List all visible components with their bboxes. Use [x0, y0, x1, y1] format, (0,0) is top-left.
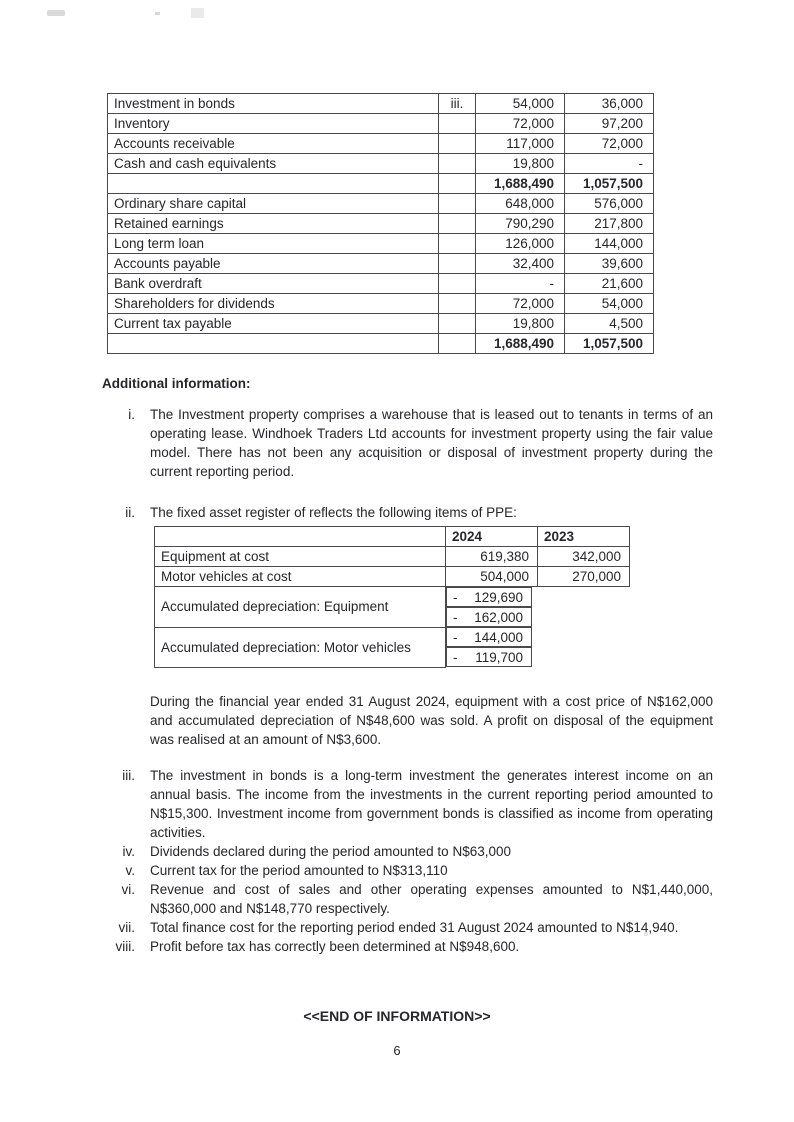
value-2023: 36,000: [565, 94, 654, 114]
value-2023: [446, 607, 532, 627]
additional-information-section: [102, 374, 713, 956]
value-2023: [446, 647, 532, 667]
row-ref: [439, 314, 476, 334]
value-2023: 217,800: [565, 214, 654, 234]
value-2024: 504,000: [446, 567, 538, 587]
item-numeral: i.: [128, 407, 135, 422]
financial-position-table: [107, 93, 654, 354]
value-2024: 117,000: [476, 134, 565, 154]
value-2024: [446, 627, 532, 647]
table-row: [108, 234, 654, 254]
row-label: [108, 334, 439, 354]
info-item-iv: [102, 842, 713, 861]
value-2024: 126,000: [476, 234, 565, 254]
value-2023: 342,000: [538, 547, 630, 567]
value-2024: 32,400: [476, 254, 565, 274]
row-label: Accumulated depreciation: Equipment: [155, 587, 446, 628]
table-row: [108, 254, 654, 274]
value-2023: 21,600: [565, 274, 654, 294]
item-text: Profit before tax has correctly been determined at N$948,600.: [150, 938, 520, 954]
value-2023: 4,500: [565, 314, 654, 334]
row-label: Cash and cash equivalents: [108, 154, 439, 174]
table-row: [108, 274, 654, 294]
ppe-table: [154, 526, 630, 668]
financial-position-table-body: [108, 94, 654, 354]
minus-sign: -: [453, 589, 458, 605]
value-2024: 619,380: [446, 547, 538, 567]
value-2023: 54,000: [565, 294, 654, 314]
row-ref: [439, 294, 476, 314]
item-text: Total finance cost for the reporting period ended 31 August 2024 amounted to N$14,940.: [150, 919, 679, 935]
ppe-header-blank: [155, 527, 446, 547]
row-label: Motor vehicles at cost: [155, 567, 446, 587]
row-ref: [439, 334, 476, 354]
info-item-v: [102, 861, 713, 880]
table-row: [155, 587, 630, 628]
row-ref: iii.: [439, 94, 476, 114]
info-item-viii: [102, 937, 713, 956]
row-ref: [439, 194, 476, 214]
page-number: 6: [393, 1043, 401, 1058]
item-text: The Investment property comprises a warehouse that is leased out to tenants in terms of an operating lease. Windhoek Traders Ltd accounts for investment property using the fair value model. There has not been any acquisition or disposal of investment property during the current reporting period.: [150, 407, 713, 479]
item-text: Dividends declared during the period amounted to N$63,000: [150, 843, 511, 859]
value-2024: 648,000: [476, 194, 565, 214]
section-heading: Additional information:: [102, 376, 251, 391]
value-2023: 270,000: [538, 567, 630, 587]
amount: 144,000: [474, 629, 523, 645]
minus-sign: -: [453, 629, 458, 645]
ppe-table-wrap: [154, 526, 713, 668]
value-2023: 1,057,500: [565, 174, 654, 194]
table-row: [108, 94, 654, 114]
row-ref: [439, 134, 476, 154]
item-text: Current tax for the period amounted to N$313,110: [150, 862, 448, 878]
row-label: Accounts receivable: [108, 134, 439, 154]
table-row: [155, 547, 630, 567]
row-label: Long term loan: [108, 234, 439, 254]
item-text: Revenue and cost of sales and other operating expenses amounted to N$1,440,000, N$360,000 and N$148,770 respectively.: [150, 881, 713, 916]
value-2024: 72,000: [476, 114, 565, 134]
ppe-header-row: [155, 527, 630, 547]
value-2023: 1,057,500: [565, 334, 654, 354]
scan-artifact: [155, 12, 160, 15]
ppe-header-2024: 2024: [446, 527, 538, 547]
amount: 162,000: [474, 609, 523, 625]
scan-artifact: [47, 10, 65, 16]
ppe-note: During the financial year ended 31 August 2024, equipment with a cost price of N$162,000 and accumulated depreciation of N$48,600 was sold. A profit on disposal of the equipment was realised at an amount of N$3,600.: [150, 693, 713, 747]
row-ref: [439, 254, 476, 274]
item-numeral: vi.: [121, 881, 135, 897]
scan-artifact: [191, 8, 204, 18]
row-ref: [439, 174, 476, 194]
row-label: Accumulated depreciation: Motor vehicles: [155, 627, 446, 667]
value-2024: -: [476, 274, 565, 294]
row-ref: [439, 114, 476, 134]
table-row: [108, 294, 654, 314]
value-2024: 19,800: [476, 154, 565, 174]
value-2024: 1,688,490: [476, 334, 565, 354]
item-numeral: vii.: [118, 919, 135, 935]
row-label: Inventory: [108, 114, 439, 134]
info-item-ii: [102, 503, 713, 749]
row-label: Equipment at cost: [155, 547, 446, 567]
table-row: [108, 174, 654, 194]
table-row: [108, 314, 654, 334]
info-item-i: [102, 405, 713, 481]
item-numeral: viii.: [115, 938, 135, 954]
minus-sign: -: [453, 609, 458, 625]
row-label: Ordinary share capital: [108, 194, 439, 214]
row-ref: [439, 154, 476, 174]
end-of-information-marker: <<END OF INFORMATION>>: [303, 1008, 491, 1024]
row-label: Shareholders for dividends: [108, 294, 439, 314]
info-item-vii: [102, 918, 713, 937]
row-label: Current tax payable: [108, 314, 439, 334]
ppe-table-body: [155, 547, 630, 668]
value-2024: 1,688,490: [476, 174, 565, 194]
row-ref: [439, 214, 476, 234]
table-row: [155, 567, 630, 587]
table-row: [108, 114, 654, 134]
item-numeral: ii.: [125, 505, 135, 520]
item-numeral: iii.: [122, 767, 135, 783]
row-label: [108, 174, 439, 194]
amount: 129,690: [474, 589, 523, 605]
table-row: [108, 334, 654, 354]
value-2023: 144,000: [565, 234, 654, 254]
value-2024: 72,000: [476, 294, 565, 314]
value-2024: 19,800: [476, 314, 565, 334]
table-row: [155, 627, 630, 667]
row-label: Investment in bonds: [108, 94, 439, 114]
table-row: [108, 214, 654, 234]
info-item-iii: [102, 766, 713, 842]
table-row: [108, 194, 654, 214]
item-ii-intro: The fixed asset register of reflects the following items of PPE:: [150, 505, 517, 520]
item-numeral: iv.: [122, 843, 135, 859]
amount: 119,700: [475, 649, 523, 665]
item-numeral: v.: [125, 862, 135, 878]
row-label: Bank overdraft: [108, 274, 439, 294]
value-2023: 72,000: [565, 134, 654, 154]
item-text: The investment in bonds is a long-term investment the generates interest income on an annual basis. The income from the investments in the current reporting period amounted to N$15,300. Investment income from government bonds is classified as income from operating activities.: [150, 767, 713, 840]
value-2023: 576,000: [565, 194, 654, 214]
value-2024: 790,290: [476, 214, 565, 234]
row-ref: [439, 234, 476, 254]
value-2024: [446, 587, 532, 607]
value-2023: 97,200: [565, 114, 654, 134]
table-row: [108, 154, 654, 174]
value-2024: 54,000: [476, 94, 565, 114]
minus-sign: -: [453, 649, 458, 665]
item-text: [150, 503, 713, 749]
ppe-header-2023: 2023: [538, 527, 630, 547]
info-item-vi: [102, 880, 713, 918]
row-ref: [439, 274, 476, 294]
row-label: Accounts payable: [108, 254, 439, 274]
row-label: Retained earnings: [108, 214, 439, 234]
value-2023: -: [565, 154, 654, 174]
value-2023: 39,600: [565, 254, 654, 274]
table-row: [108, 134, 654, 154]
